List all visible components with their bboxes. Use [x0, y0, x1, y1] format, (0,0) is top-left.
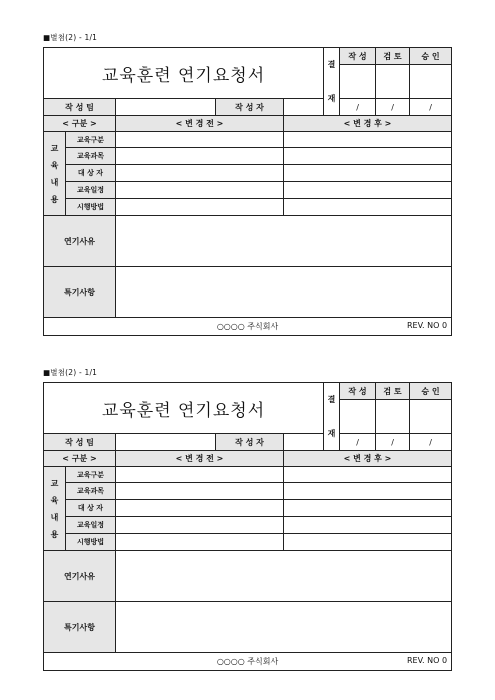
signature-box-review[interactable]: [376, 65, 410, 99]
revision-number: REV. NO 0: [406, 321, 448, 330]
form-title: 교육훈련 연기요청서: [44, 383, 324, 434]
row-label-method: 시행방법: [66, 199, 116, 216]
approval-label-bottom: 재: [324, 82, 340, 116]
before-target[interactable]: [116, 500, 284, 517]
signature-box-approve[interactable]: [410, 65, 452, 99]
author-field[interactable]: [284, 434, 324, 451]
attachment-tag: ■별첨(2) - 1/1: [43, 33, 98, 42]
company-name: ○○○○ 주식회사: [216, 657, 279, 666]
after-training-type[interactable]: [284, 132, 452, 148]
section-label-education-content: 교 육 내 용: [44, 132, 66, 216]
row-label-training-type: 교육구분: [66, 132, 116, 148]
approval-header-review: 검 토: [376, 383, 410, 400]
revision-number: REV. NO 0: [406, 656, 448, 665]
before-method[interactable]: [116, 199, 284, 216]
row-label-target: 대 상 자: [66, 500, 116, 517]
after-method[interactable]: [284, 534, 452, 551]
row-label-course: 교육과목: [66, 483, 116, 500]
row-label-course: 교육과목: [66, 148, 116, 165]
after-header: < 변 경 후 >: [284, 451, 452, 467]
reason-field[interactable]: [116, 216, 452, 267]
date-write: /: [340, 434, 376, 451]
approval-header-write: 작 성: [340, 48, 376, 65]
row-label-training-type: 교육구분: [66, 467, 116, 483]
after-schedule[interactable]: [284, 182, 452, 199]
form-footer: [44, 653, 452, 671]
row-label-method: 시행방법: [66, 534, 116, 551]
after-header: < 변 경 후 >: [284, 116, 452, 132]
category-header: < 구분 >: [44, 116, 116, 132]
signature-box-approve[interactable]: [410, 400, 452, 434]
reason-label: 연기사유: [44, 551, 116, 602]
before-target[interactable]: [116, 165, 284, 182]
form-table: [43, 382, 452, 671]
approval-header-write: 작 성: [340, 383, 376, 400]
before-header: < 변 경 전 >: [116, 116, 284, 132]
row-label-schedule: 교육일정: [66, 182, 116, 199]
form-footer: [44, 318, 452, 336]
approval-header-approve: 승 인: [410, 383, 452, 400]
approval-label-top: 결: [324, 48, 340, 82]
date-approve: /: [410, 434, 452, 451]
reason-field[interactable]: [116, 551, 452, 602]
team-label: 작 성 팀: [44, 434, 116, 451]
team-field[interactable]: [116, 434, 216, 451]
date-approve: /: [410, 99, 452, 116]
approval-label-bottom: 재: [324, 417, 340, 451]
form-table: [43, 47, 452, 336]
before-header: < 변 경 전 >: [116, 451, 284, 467]
after-training-type[interactable]: [284, 467, 452, 483]
row-label-target: 대 상 자: [66, 165, 116, 182]
form-title: 교육훈련 연기요청서: [44, 48, 324, 99]
after-target[interactable]: [284, 500, 452, 517]
section-label-education-content: 교 육 내 용: [44, 467, 66, 551]
date-review: /: [376, 99, 410, 116]
before-course[interactable]: [116, 148, 284, 165]
after-target[interactable]: [284, 165, 452, 182]
after-schedule[interactable]: [284, 517, 452, 534]
approval-label-top: 결: [324, 383, 340, 417]
team-field[interactable]: [116, 99, 216, 116]
before-course[interactable]: [116, 483, 284, 500]
before-method[interactable]: [116, 534, 284, 551]
after-course[interactable]: [284, 483, 452, 500]
before-schedule[interactable]: [116, 517, 284, 534]
approval-header-approve: 승 인: [410, 48, 452, 65]
team-label: 작 성 팀: [44, 99, 116, 116]
signature-box-write[interactable]: [340, 65, 376, 99]
after-method[interactable]: [284, 199, 452, 216]
postponement-form-1: [43, 33, 451, 336]
company-name: ○○○○ 주식회사: [216, 322, 279, 331]
before-training-type[interactable]: [116, 467, 284, 483]
author-label: 작 성 자: [216, 434, 284, 451]
category-header: < 구분 >: [44, 451, 116, 467]
before-training-type[interactable]: [116, 132, 284, 148]
date-review: /: [376, 434, 410, 451]
after-course[interactable]: [284, 148, 452, 165]
date-write: /: [340, 99, 376, 116]
approval-header-review: 검 토: [376, 48, 410, 65]
notes-field[interactable]: [116, 267, 452, 318]
reason-label: 연기사유: [44, 216, 116, 267]
notes-label: 특기사항: [44, 267, 116, 318]
signature-box-write[interactable]: [340, 400, 376, 434]
row-label-schedule: 교육일정: [66, 517, 116, 534]
before-schedule[interactable]: [116, 182, 284, 199]
author-label: 작 성 자: [216, 99, 284, 116]
attachment-tag: ■별첨(2) - 1/1: [43, 368, 98, 377]
signature-box-review[interactable]: [376, 400, 410, 434]
notes-field[interactable]: [116, 602, 452, 653]
notes-label: 특기사항: [44, 602, 116, 653]
author-field[interactable]: [284, 99, 324, 116]
postponement-form-2: [43, 368, 451, 671]
